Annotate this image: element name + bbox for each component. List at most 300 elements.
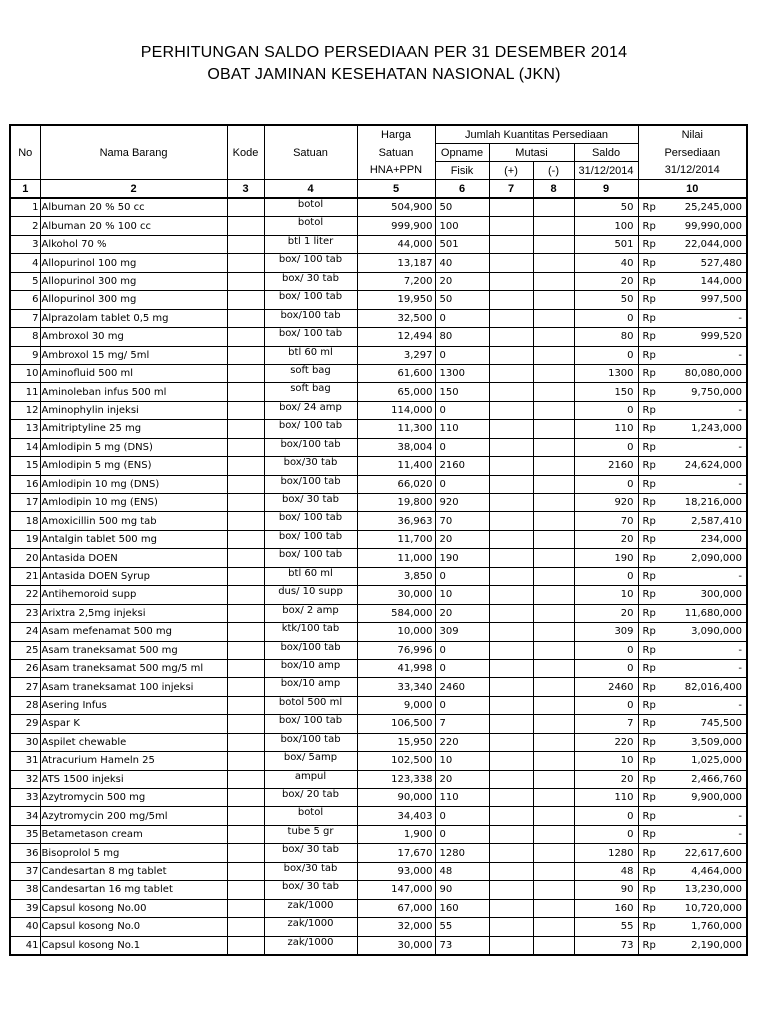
cell-mutasi-minus: [533, 494, 574, 512]
table-row: [10, 623, 747, 641]
cell-satuan: botol: [264, 198, 357, 217]
cell-opname: 0: [435, 401, 489, 419]
cell-opname: 1300: [435, 364, 489, 382]
column-index: 7: [489, 180, 533, 199]
cell-kode: [227, 328, 264, 346]
cell-nilai: 1,025,000: [664, 752, 747, 770]
cell-opname: 20: [435, 604, 489, 622]
cell-currency: Rp: [638, 678, 664, 696]
cell-satuan: box/10 amp: [264, 659, 357, 677]
cell-nama-barang: Asam traneksamat 500 mg: [40, 641, 227, 659]
cell-opname: 110: [435, 789, 489, 807]
header-opname-line1: Opname: [435, 144, 489, 162]
cell-nama-barang: Candesartan 8 mg tablet: [40, 862, 227, 880]
cell-mutasi-minus: [533, 328, 574, 346]
cell-opname: 10: [435, 752, 489, 770]
cell-nilai: -: [664, 641, 747, 659]
cell-kode: [227, 936, 264, 955]
cell-nama-barang: Allopurinol 300 mg: [40, 272, 227, 290]
cell-currency: Rp: [638, 789, 664, 807]
cell-mutasi-minus: [533, 659, 574, 677]
cell-harga: 9,000: [357, 696, 435, 714]
document-title: PERHITUNGAN SALDO PERSEDIAAN PER 31 DESEMBER 2014: [140, 44, 628, 61]
cell-no: 11: [10, 383, 40, 401]
cell-nilai: 13,230,000: [664, 881, 747, 899]
cell-nilai: -: [664, 346, 747, 364]
cell-nama-barang: Arixtra 2,5mg injeksi: [40, 604, 227, 622]
cell-mutasi-plus: [489, 567, 533, 585]
cell-mutasi-minus: [533, 641, 574, 659]
table-row: [10, 420, 747, 438]
cell-no: 12: [10, 401, 40, 419]
cell-opname: 0: [435, 475, 489, 493]
cell-harga: 7,200: [357, 272, 435, 290]
cell-nilai: 4,464,000: [664, 862, 747, 880]
table-row: [10, 604, 747, 622]
cell-saldo: 70: [574, 512, 638, 530]
cell-kode: [227, 438, 264, 456]
cell-no: 24: [10, 623, 40, 641]
header-kode: Kode: [227, 125, 264, 180]
cell-opname: 920: [435, 494, 489, 512]
cell-saldo: 40: [574, 254, 638, 272]
column-index: 3: [227, 180, 264, 199]
cell-kode: [227, 235, 264, 253]
header-harga-line3: HNA+PPN: [357, 162, 435, 180]
cell-satuan: box/ 100 tab: [264, 291, 357, 309]
cell-nama-barang: Azytromycin 200 mg/5ml: [40, 807, 227, 825]
cell-opname: 50: [435, 198, 489, 217]
cell-satuan: box/30 tab: [264, 457, 357, 475]
header-no: No: [10, 125, 40, 180]
cell-nama-barang: Aspar K: [40, 715, 227, 733]
cell-satuan: botol: [264, 807, 357, 825]
cell-nama-barang: Amlodipin 10 mg (ENS): [40, 494, 227, 512]
cell-nama-barang: Antasida DOEN Syrup: [40, 567, 227, 585]
cell-satuan: botol 500 ml: [264, 696, 357, 714]
cell-nilai: 18,216,000: [664, 494, 747, 512]
cell-satuan: box/ 2 amp: [264, 604, 357, 622]
cell-currency: Rp: [638, 862, 664, 880]
table-row: [10, 457, 747, 475]
cell-opname: 73: [435, 936, 489, 955]
cell-satuan: box/ 100 tab: [264, 254, 357, 272]
cell-kode: [227, 512, 264, 530]
cell-satuan: box/100 tab: [264, 641, 357, 659]
cell-no: 30: [10, 733, 40, 751]
cell-satuan: zak/1000: [264, 899, 357, 917]
cell-nama-barang: Antihemoroid supp: [40, 586, 227, 604]
cell-nama-barang: Bisoprolol 5 mg: [40, 844, 227, 862]
cell-kode: [227, 678, 264, 696]
cell-nilai: 3,090,000: [664, 623, 747, 641]
cell-saldo: 20: [574, 604, 638, 622]
cell-satuan: box/ 5amp: [264, 752, 357, 770]
cell-saldo: 501: [574, 235, 638, 253]
cell-opname: 501: [435, 235, 489, 253]
cell-harga: 76,996: [357, 641, 435, 659]
cell-nilai: 1,243,000: [664, 420, 747, 438]
cell-nilai: 99,990,000: [664, 217, 747, 235]
cell-kode: [227, 217, 264, 235]
cell-opname: 100: [435, 217, 489, 235]
cell-kode: [227, 641, 264, 659]
table-row: [10, 401, 747, 419]
cell-saldo: 0: [574, 438, 638, 456]
cell-harga: 61,600: [357, 364, 435, 382]
cell-harga: 13,187: [357, 254, 435, 272]
cell-no: 41: [10, 936, 40, 955]
cell-nama-barang: Betametason cream: [40, 825, 227, 843]
cell-satuan: tube 5 gr: [264, 825, 357, 843]
cell-nilai: 9,750,000: [664, 383, 747, 401]
cell-saldo: 0: [574, 401, 638, 419]
cell-saldo: 50: [574, 291, 638, 309]
cell-kode: [227, 862, 264, 880]
cell-opname: 90: [435, 881, 489, 899]
cell-nilai: 22,617,600: [664, 844, 747, 862]
table-row: [10, 364, 747, 382]
cell-kode: [227, 494, 264, 512]
cell-mutasi-minus: [533, 770, 574, 788]
cell-mutasi-minus: [533, 549, 574, 567]
table-row: [10, 475, 747, 493]
cell-mutasi-minus: [533, 475, 574, 493]
cell-mutasi-plus: [489, 383, 533, 401]
column-index: 1: [10, 180, 40, 199]
cell-mutasi-minus: [533, 623, 574, 641]
cell-mutasi-minus: [533, 604, 574, 622]
cell-satuan: dus/ 10 supp: [264, 586, 357, 604]
cell-nama-barang: Aspilet chewable: [40, 733, 227, 751]
cell-no: 22: [10, 586, 40, 604]
cell-satuan: botol: [264, 217, 357, 235]
cell-kode: [227, 254, 264, 272]
cell-kode: [227, 770, 264, 788]
cell-saldo: 0: [574, 659, 638, 677]
cell-opname: 20: [435, 770, 489, 788]
cell-opname: 0: [435, 659, 489, 677]
cell-mutasi-plus: [489, 789, 533, 807]
header-mutasi: Mutasi: [489, 144, 574, 162]
cell-mutasi-minus: [533, 420, 574, 438]
column-index: 5: [357, 180, 435, 199]
cell-mutasi-minus: [533, 881, 574, 899]
cell-nilai: -: [664, 696, 747, 714]
cell-satuan: ampul: [264, 770, 357, 788]
cell-saldo: 90: [574, 881, 638, 899]
cell-nama-barang: Antalgin tablet 500 mg: [40, 530, 227, 548]
cell-satuan: box/ 30 tab: [264, 881, 357, 899]
table-row: [10, 733, 747, 751]
header-mutasi-plus: (+): [489, 162, 533, 180]
cell-harga: 30,000: [357, 586, 435, 604]
cell-harga: 38,004: [357, 438, 435, 456]
cell-opname: 55: [435, 918, 489, 936]
cell-no: 16: [10, 475, 40, 493]
cell-currency: Rp: [638, 881, 664, 899]
cell-satuan: box/10 amp: [264, 678, 357, 696]
cell-no: 34: [10, 807, 40, 825]
cell-currency: Rp: [638, 217, 664, 235]
cell-mutasi-plus: [489, 586, 533, 604]
table-header: [10, 125, 747, 198]
header-nama-barang: Nama Barang: [40, 125, 227, 180]
table-row: [10, 291, 747, 309]
cell-nilai: 2,587,410: [664, 512, 747, 530]
cell-no: 8: [10, 328, 40, 346]
cell-nama-barang: Amitriptyline 25 mg: [40, 420, 227, 438]
cell-nama-barang: Asam traneksamat 500 mg/5 ml: [40, 659, 227, 677]
table-row: [10, 530, 747, 548]
cell-harga: 44,000: [357, 235, 435, 253]
cell-satuan: box/ 30 tab: [264, 844, 357, 862]
cell-no: 25: [10, 641, 40, 659]
cell-currency: Rp: [638, 512, 664, 530]
cell-nama-barang: Capsul kosong No.00: [40, 899, 227, 917]
cell-currency: Rp: [638, 825, 664, 843]
cell-mutasi-plus: [489, 438, 533, 456]
cell-currency: Rp: [638, 254, 664, 272]
cell-satuan: btl 60 ml: [264, 346, 357, 364]
cell-mutasi-plus: [489, 198, 533, 217]
cell-nilai: 997,500: [664, 291, 747, 309]
cell-harga: 30,000: [357, 936, 435, 955]
cell-currency: Rp: [638, 623, 664, 641]
cell-opname: 309: [435, 623, 489, 641]
cell-nilai: 999,520: [664, 328, 747, 346]
cell-nilai: -: [664, 567, 747, 585]
cell-no: 38: [10, 881, 40, 899]
cell-mutasi-minus: [533, 364, 574, 382]
cell-saldo: 2160: [574, 457, 638, 475]
cell-no: 36: [10, 844, 40, 862]
cell-kode: [227, 918, 264, 936]
table-row: [10, 641, 747, 659]
header-saldo-line2: 31/12/2014: [574, 162, 638, 180]
cell-nama-barang: Aminoleban infus 500 ml: [40, 383, 227, 401]
cell-kode: [227, 272, 264, 290]
cell-nama-barang: Aminofluid 500 ml: [40, 364, 227, 382]
cell-kode: [227, 383, 264, 401]
cell-no: 31: [10, 752, 40, 770]
cell-satuan: box/100 tab: [264, 438, 357, 456]
cell-nama-barang: Amoxicillin 500 mg tab: [40, 512, 227, 530]
cell-saldo: 50: [574, 198, 638, 217]
cell-harga: 90,000: [357, 789, 435, 807]
cell-nilai: 2,090,000: [664, 549, 747, 567]
cell-nilai: -: [664, 438, 747, 456]
cell-nama-barang: Allopurinol 100 mg: [40, 254, 227, 272]
cell-nama-barang: Amlodipin 10 mg (DNS): [40, 475, 227, 493]
cell-mutasi-plus: [489, 512, 533, 530]
cell-satuan: box/ 100 tab: [264, 530, 357, 548]
cell-kode: [227, 586, 264, 604]
cell-mutasi-minus: [533, 235, 574, 253]
cell-no: 33: [10, 789, 40, 807]
cell-currency: Rp: [638, 715, 664, 733]
cell-nama-barang: Antasida DOEN: [40, 549, 227, 567]
cell-mutasi-plus: [489, 844, 533, 862]
cell-no: 20: [10, 549, 40, 567]
cell-mutasi-plus: [489, 291, 533, 309]
cell-saldo: 0: [574, 807, 638, 825]
cell-mutasi-minus: [533, 752, 574, 770]
cell-nama-barang: Allopurinol 300 mg: [40, 291, 227, 309]
cell-harga: 106,500: [357, 715, 435, 733]
cell-currency: Rp: [638, 641, 664, 659]
cell-mutasi-minus: [533, 715, 574, 733]
cell-nama-barang: Alkohol 70 %: [40, 235, 227, 253]
cell-currency: Rp: [638, 844, 664, 862]
cell-currency: Rp: [638, 567, 664, 585]
header-nilai-line1: Nilai: [681, 128, 703, 141]
header-harga-line1: Harga: [357, 125, 435, 144]
cell-opname: 220: [435, 733, 489, 751]
cell-no: 29: [10, 715, 40, 733]
table-row: [10, 844, 747, 862]
cell-satuan: box/ 100 tab: [264, 420, 357, 438]
cell-harga: 67,000: [357, 899, 435, 917]
cell-nilai: 80,080,000: [664, 364, 747, 382]
column-index: 10: [638, 180, 747, 199]
cell-currency: Rp: [638, 272, 664, 290]
cell-mutasi-minus: [533, 272, 574, 290]
cell-satuan: box/100 tab: [264, 733, 357, 751]
cell-opname: 150: [435, 383, 489, 401]
cell-saldo: 73: [574, 936, 638, 955]
cell-currency: Rp: [638, 899, 664, 917]
cell-harga: 102,500: [357, 752, 435, 770]
table-row: [10, 789, 747, 807]
cell-currency: Rp: [638, 936, 664, 955]
cell-harga: 11,000: [357, 549, 435, 567]
cell-mutasi-plus: [489, 623, 533, 641]
cell-harga: 34,403: [357, 807, 435, 825]
cell-no: 32: [10, 770, 40, 788]
cell-mutasi-minus: [533, 309, 574, 327]
table-row: [10, 862, 747, 880]
cell-nilai: 24,624,000: [664, 457, 747, 475]
cell-mutasi-plus: [489, 401, 533, 419]
cell-currency: Rp: [638, 438, 664, 456]
cell-harga: 999,900: [357, 217, 435, 235]
cell-harga: 147,000: [357, 881, 435, 899]
cell-nama-barang: Amlodipin 5 mg (ENS): [40, 457, 227, 475]
cell-opname: 0: [435, 807, 489, 825]
cell-no: 1: [10, 198, 40, 217]
cell-mutasi-minus: [533, 346, 574, 364]
cell-harga: 10,000: [357, 623, 435, 641]
cell-mutasi-plus: [489, 752, 533, 770]
cell-opname: 20: [435, 530, 489, 548]
cell-nilai: -: [664, 401, 747, 419]
cell-kode: [227, 475, 264, 493]
cell-currency: Rp: [638, 918, 664, 936]
cell-opname: 20: [435, 272, 489, 290]
cell-no: 5: [10, 272, 40, 290]
cell-kode: [227, 198, 264, 217]
table-row: [10, 752, 747, 770]
cell-mutasi-minus: [533, 862, 574, 880]
cell-mutasi-plus: [489, 918, 533, 936]
cell-opname: 2160: [435, 457, 489, 475]
cell-saldo: 110: [574, 420, 638, 438]
column-index: 8: [533, 180, 574, 199]
cell-harga: 15,950: [357, 733, 435, 751]
cell-nama-barang: Capsul kosong No.1: [40, 936, 227, 955]
cell-opname: 160: [435, 899, 489, 917]
cell-mutasi-minus: [533, 530, 574, 548]
table-row: [10, 328, 747, 346]
cell-harga: 41,998: [357, 659, 435, 677]
cell-harga: 11,400: [357, 457, 435, 475]
cell-kode: [227, 530, 264, 548]
cell-mutasi-plus: [489, 475, 533, 493]
cell-nama-barang: Asering Infus: [40, 696, 227, 714]
cell-mutasi-minus: [533, 401, 574, 419]
cell-harga: 123,338: [357, 770, 435, 788]
cell-kode: [227, 715, 264, 733]
cell-nilai: 527,480: [664, 254, 747, 272]
cell-currency: Rp: [638, 604, 664, 622]
cell-harga: 32,000: [357, 918, 435, 936]
cell-nilai: 82,016,400: [664, 678, 747, 696]
cell-satuan: btl 1 liter: [264, 235, 357, 253]
cell-kode: [227, 825, 264, 843]
cell-saldo: 309: [574, 623, 638, 641]
cell-saldo: 0: [574, 696, 638, 714]
cell-satuan: zak/1000: [264, 936, 357, 955]
cell-no: 7: [10, 309, 40, 327]
cell-satuan: soft bag: [264, 383, 357, 401]
cell-saldo: 48: [574, 862, 638, 880]
table-row: [10, 309, 747, 327]
cell-opname: 0: [435, 825, 489, 843]
column-index: 9: [574, 180, 638, 199]
cell-nilai: 3,509,000: [664, 733, 747, 751]
cell-opname: 48: [435, 862, 489, 880]
cell-no: 9: [10, 346, 40, 364]
header-mutasi-minus: (-): [533, 162, 574, 180]
cell-mutasi-minus: [533, 678, 574, 696]
table-row: [10, 881, 747, 899]
cell-currency: Rp: [638, 198, 664, 217]
header-harga-line2: Satuan: [357, 144, 435, 162]
cell-kode: [227, 291, 264, 309]
cell-harga: 19,800: [357, 494, 435, 512]
cell-mutasi-minus: [533, 254, 574, 272]
cell-no: 14: [10, 438, 40, 456]
cell-nama-barang: Amlodipin 5 mg (DNS): [40, 438, 227, 456]
cell-no: 27: [10, 678, 40, 696]
cell-kode: [227, 881, 264, 899]
cell-mutasi-plus: [489, 346, 533, 364]
cell-nama-barang: ATS 1500 injeksi: [40, 770, 227, 788]
cell-currency: Rp: [638, 309, 664, 327]
cell-currency: Rp: [638, 383, 664, 401]
table-row: [10, 715, 747, 733]
cell-kode: [227, 623, 264, 641]
cell-no: 37: [10, 862, 40, 880]
cell-mutasi-minus: [533, 918, 574, 936]
cell-currency: Rp: [638, 752, 664, 770]
cell-no: 18: [10, 512, 40, 530]
cell-satuan: box/ 100 tab: [264, 328, 357, 346]
cell-saldo: 100: [574, 217, 638, 235]
cell-mutasi-plus: [489, 936, 533, 955]
column-index: 6: [435, 180, 489, 199]
